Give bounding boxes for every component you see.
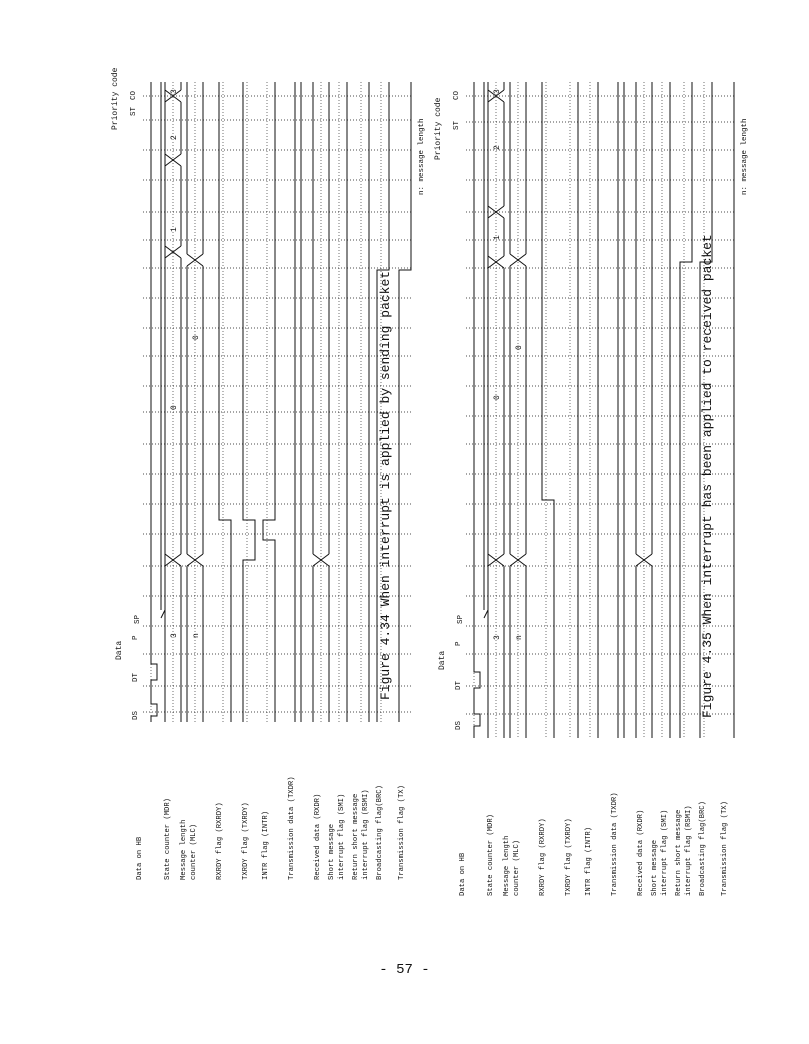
rxrdy-waveform xyxy=(542,82,554,738)
data-header: Data xyxy=(115,640,124,660)
signal-label: interrupt flag (SMI) xyxy=(338,793,346,880)
signal-label: counter (MLC) xyxy=(513,839,521,896)
state-counter-value: 3 xyxy=(170,633,179,638)
priority-code-header: Priority code xyxy=(434,97,443,160)
state-counter-value: 1 xyxy=(493,235,502,240)
signal-label: RXRDY flag (RXRDY) xyxy=(216,802,224,880)
marker-st: ST xyxy=(453,120,461,130)
state-counter-value: 3 xyxy=(493,89,502,94)
signal-label: State counter (MDR) xyxy=(164,798,172,880)
signal-label: Broadcasting flag(BRC) xyxy=(699,801,707,896)
message-length-value: n xyxy=(515,635,524,640)
message-length-note: n: message length xyxy=(418,118,426,195)
data-on-hb-waveform xyxy=(151,82,157,722)
signal-label: interrupt flag (SMI) xyxy=(661,809,669,896)
signal-label: Short message xyxy=(651,839,659,896)
figure-caption-4-35: Figure 4.35 When interrupt has been applied to received packet xyxy=(700,234,715,718)
signal-label: RXRDY flag (RXRDY) xyxy=(539,818,547,896)
signal-label: Transmission flag (TX) xyxy=(721,801,729,896)
marker-st: ST xyxy=(130,106,138,116)
signal-label: interrupt flag (RSMI) xyxy=(362,789,370,880)
message-length-value: 0 xyxy=(192,335,201,340)
signal-label: State counter (MDR) xyxy=(487,814,495,896)
state-counter-value: 3 xyxy=(170,89,179,94)
rsmi-waveform xyxy=(680,82,692,738)
state-counter-value: 0 xyxy=(493,395,502,400)
data-hb-sp-edge xyxy=(161,82,165,618)
marker-co: CO xyxy=(130,90,138,100)
signal-label: Return short message xyxy=(675,809,683,896)
state-counter-value: 0 xyxy=(170,405,179,410)
message-length-value: n xyxy=(192,633,201,638)
marker-dt: DT xyxy=(132,672,140,682)
signal-label: Broadcasting flag(BRC) xyxy=(376,785,384,880)
marker-p: P xyxy=(455,641,463,646)
marker-ds: DS xyxy=(455,720,463,730)
page-number: - 57 - xyxy=(379,962,430,978)
priority-code-header: Priority code xyxy=(111,67,120,130)
marker-dt: DT xyxy=(455,680,463,690)
state-counter-value: 1 xyxy=(170,227,179,232)
marker-p: P xyxy=(132,635,140,640)
signal-label: TXRDY flag (TXRDY) xyxy=(242,802,250,880)
state-counter-value: 2 xyxy=(170,135,179,140)
marker-sp: SP xyxy=(457,614,465,624)
marker-sp: SP xyxy=(134,614,142,624)
marker-co: CO xyxy=(453,90,461,100)
signal-label: Transmission flag (TX) xyxy=(398,785,406,880)
signal-label: Data on HB xyxy=(136,836,144,880)
signal-label: Received data (RXDR) xyxy=(314,793,322,880)
signal-label: INTR flag (INTR) xyxy=(262,810,270,880)
signal-label: Transmission data (TXDR) xyxy=(611,792,619,896)
figure-caption-4-34: Figure 4.34 When interrupt is applied by sending packet xyxy=(378,270,393,700)
signal-label: Message length xyxy=(503,835,511,896)
message-length-note: n: message length xyxy=(741,118,749,195)
data-hb-sp-edge xyxy=(484,82,488,618)
signal-label: Short message xyxy=(328,823,336,880)
signal-label: Transmission data (TXDR) xyxy=(288,776,296,880)
state-counter-value: 3 xyxy=(493,635,502,640)
marker-ds: DS xyxy=(132,710,140,720)
signal-label: Data on HB xyxy=(459,852,467,896)
signal-label: INTR flag (INTR) xyxy=(585,826,593,896)
signal-label: Return short message xyxy=(352,793,360,880)
signal-label: interrupt flag (RSMI) xyxy=(685,805,693,896)
state-counter-value: 2 xyxy=(493,145,502,150)
signal-label: Received data (RXDR) xyxy=(637,809,645,896)
message-length-value: 0 xyxy=(515,345,524,350)
data-on-hb-waveform xyxy=(474,82,480,738)
signal-label: TXRDY flag (TXRDY) xyxy=(565,818,573,896)
signal-label: counter (MLC) xyxy=(190,823,198,880)
signal-label: Message length xyxy=(180,819,188,880)
data-header: Data xyxy=(438,650,447,670)
